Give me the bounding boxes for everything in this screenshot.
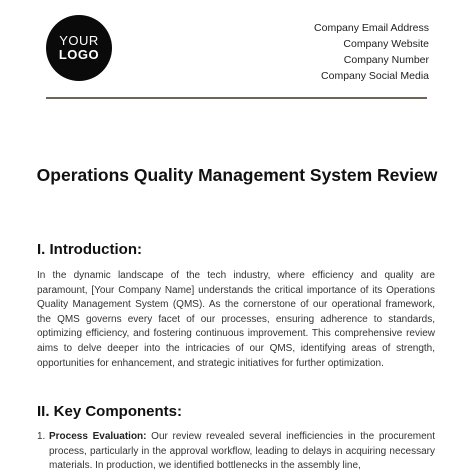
list-item [37, 430, 435, 474]
company-social-media: Company Social Media [321, 70, 429, 82]
document-title: Operations Quality Management System Review [36, 165, 438, 185]
logo-line-1: YOUR [59, 33, 99, 48]
list-item-text: Our review revealed several inefficiencies in the procurement process, particularly in the approval workflow, leading to delays in acquiring necessary materials. In production, we identified bottlenecks in the assembly line, [49, 431, 436, 472]
key-components-list [37, 430, 435, 474]
section-heading-key-components: II. Key Components: [37, 403, 183, 420]
contact-block [314, 20, 429, 84]
company-number: Company Number [343, 54, 429, 66]
header-divider [46, 97, 427, 99]
logo-line-2: LOGO [58, 47, 100, 62]
company-website: Company Website [343, 38, 429, 50]
list-item-body [49, 430, 435, 474]
section-heading-introduction: I. Introduction: [37, 241, 142, 258]
company-logo [46, 15, 112, 81]
company-email: Company Email Address [314, 22, 429, 34]
list-item-label: Process Evaluation: [49, 431, 147, 442]
introduction-paragraph: In the dynamic landscape of the tech industry, where efficiency and quality are paramount, [Your Company Name] understands the critical importance of its Operations Quality Management System (QMS). As the cornerstone of our operational framework, the QMS governs every facet of our processes, ensuring adherence to standards, optimizing efficiency, and fostering continuous improvement. This comprehensive review aims to delve deeper into the intricacies of our QMS, identifying areas of strength, opportunities for enhancement, and strategic initiatives for further optimization. [37, 270, 435, 369]
list-item-number: 1. [37, 431, 46, 442]
